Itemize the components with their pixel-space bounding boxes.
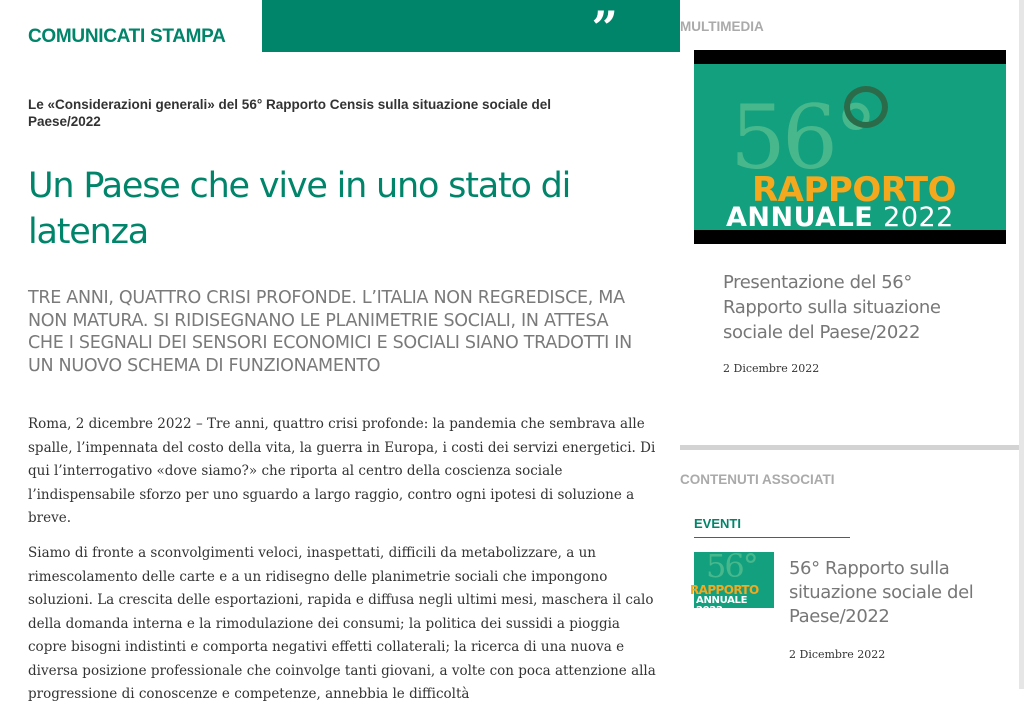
quote-icon: ” [591,1,618,55]
section-title[interactable]: COMUNICATI STAMPA [28,26,226,47]
sidebar-divider [680,445,1020,450]
sidebar [680,0,1024,689]
event-thumb-word2: ANNUALE 2022 [696,595,748,616]
multimedia-title-link[interactable]: Presentazione del 56° Rapporto sulla situazione sociale del Paese/2022 [723,272,941,343]
video-player[interactable] [694,50,1006,244]
scrollbar[interactable] [1019,0,1024,689]
article-paragraph: Roma, 2 dicembre 2022 – Tre anni, quattro crisi profonde: la pandemia che sembrava alle spalle, l’impennata del costo della vita, la guerra in Europa, i costi dei servizi energetici. Di qui l’interrogativo «dove siamo?» che riporta al centro della coscienza sociale l’indispensabile sforzo per uno sguardo a largo raggio, contro ogni ipotesi di soluzione a breve. [28,416,656,526]
article-paragraph: Siamo di fronte a sconvolgimenti veloci, inaspettati, difficili da metabolizzare, a un rimescolamento delle carte e a un ridisegno delle planimetrie sociali che impongono soluzioni. La crescita delle esportazioni, rapida e diffusa negli ultimi mesi, maschera il calo della domanda interna e la rimodulazione dei consumi; la politica dei sussidi a pioggia copre bisogni indistinti e comporta negativi effetti collaterali; la ricerca di una nuova e diversa posizione professionale che coinvolge tanti giovani, a volte con poca attenzione alla progressione di conoscenze e competenze, annebbia le difficoltà [28,545,656,702]
video-logo-ring [844,86,888,128]
article-headline: Un Paese che vive in uno stato di latenza [28,166,571,252]
article-subheadline: TRE ANNI, QUATTRO CRISI PROFONDE. L’ITALIA NON REGREDISCE, MA NON MATURA. SI RIDISEGNANO LE PLANIMETRIE SOCIALI, IN ATTESA CHE I SEGNALI DEI SENSORI ECONOMICI E SOCIALI SIANO TRADOTTI IN UN NUOVO SCHEMA DI FUNZIONAMENTO [28,288,632,376]
multimedia-label: MULTIMEDIA [680,19,764,34]
video-year: 2022 [883,202,954,233]
event-thumb-word1: RAPPORTO [690,583,759,597]
quote-banner [262,0,680,55]
event-thumbnail[interactable] [690,547,774,616]
video-word-annuale-text: ANNUALE [726,202,874,233]
event-thumb-number: 56° [706,547,757,585]
video-thumbnail[interactable] [694,64,1006,233]
video-number: 56° [730,86,874,189]
multimedia-date: 2 Dicembre 2022 [723,362,820,375]
video-word-rapporto: RAPPORTO [752,170,956,210]
event-title-link[interactable]: 56° Rapporto sulla situazione sociale del Paese/2022 [789,558,974,627]
event-date: 2 Dicembre 2022 [789,648,886,661]
events-underline [694,537,850,538]
video-word-annuale [726,204,954,232]
events-label[interactable]: EVENTI [694,516,741,531]
article-kicker: Le «Considerazioni generali» del 56° Rapporto Censis sulla situazione sociale del Paese/2022 [28,97,552,129]
related-content-label: CONTENUTI ASSOCIATI [680,472,835,487]
